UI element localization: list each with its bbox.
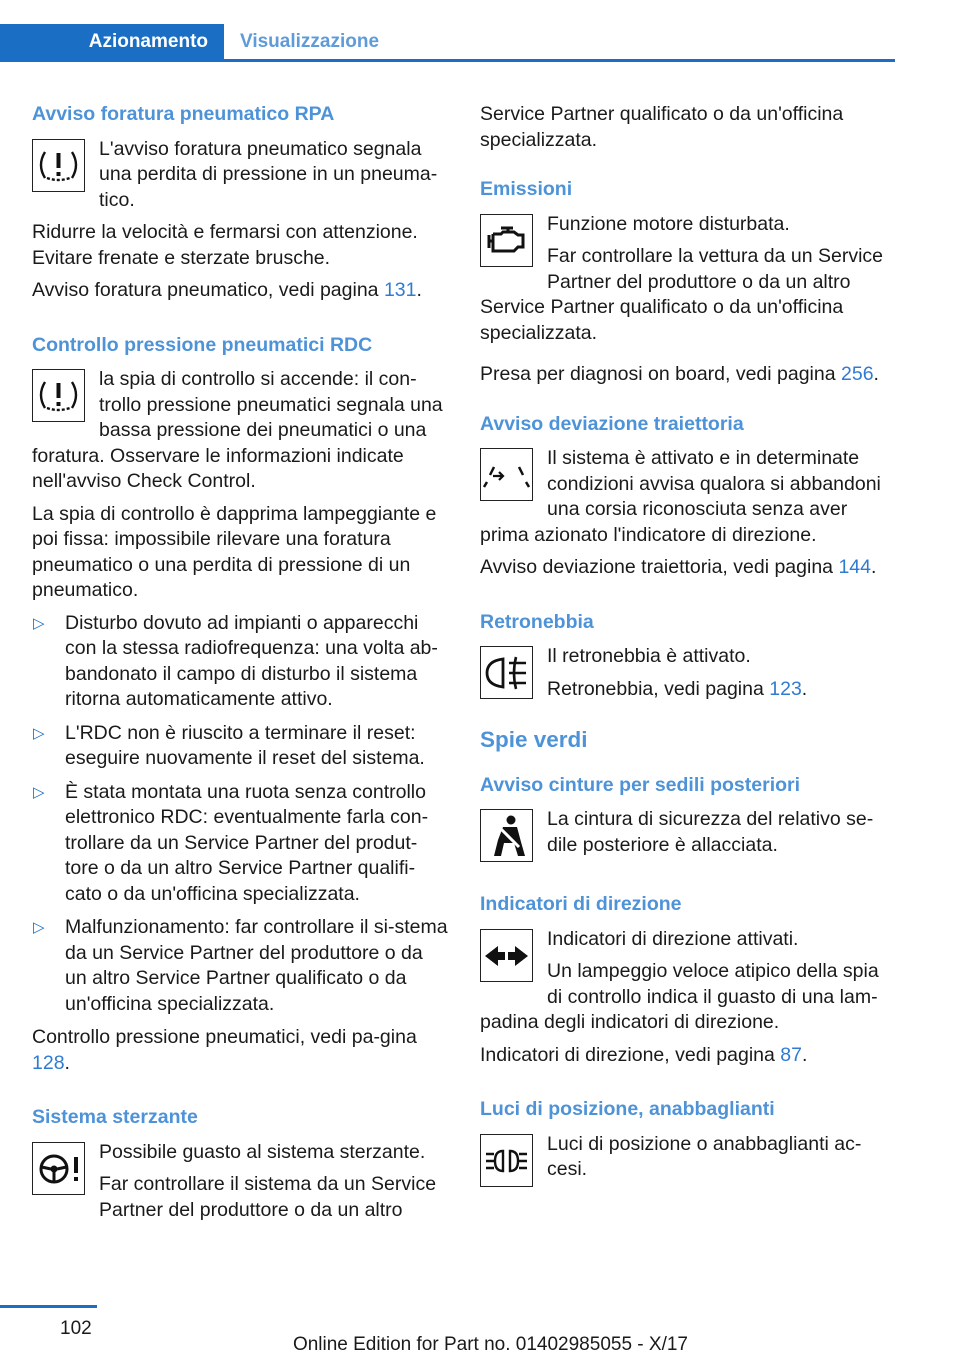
reference-text: Controllo pressione pneumatici, vedi pa-gina [32,1026,417,1048]
section-title: Luci di posizione, anabbaglianti [480,1098,775,1120]
page-reference [480,555,892,581]
page-link[interactable]: 144 [838,556,871,578]
header-bar [0,24,895,62]
paragraph: Service Partner qualificato o da un'officina specializzata. [480,103,844,151]
page-link[interactable]: 87 [780,1043,802,1066]
page-link[interactable]: 131 [383,279,417,301]
section-title: Indicatori di direzione [480,893,682,915]
list-item-text: Malfunzionamento: far controllare il si-stema da un Service Partner del produttore o da un altro Service Partner qualificato o da un'officina specializzata. [65,916,448,1015]
reference-punct: . [416,279,422,301]
paragraph: La cintura di sicurezza del relativo se-dile posteriore è allacciata. [547,808,874,856]
paragraph: Far controllare la vettura da un Service Partner del produttore o da un altro Service Partner qualificato o da un'officina specializzata. [480,245,883,344]
section-title: Retronebbia [480,610,594,633]
list-item [32,611,448,713]
engine-warning-icon [480,214,533,267]
triangle-bullet-icon: ▷ [33,724,45,742]
paragraph: Il retronebbia è attivato. [547,645,751,667]
section-title: Controllo pressione pneumatici RDC [32,333,373,356]
page-link[interactable]: 128 [32,1051,65,1074]
paragraph: Funzione motore disturbata. [547,212,790,235]
page-number: 102 [60,1318,92,1339]
page-link[interactable]: 123 [769,677,802,700]
tab-azionamento[interactable]: Azionamento [0,24,224,59]
rear-fog-light-icon [480,646,533,699]
bullet-list [32,611,448,1018]
list-item-text: È stata montata una ruota senza controllo elettronico RDC: eventualmente farla con-trollare da un Service Partner del produt-tore o da un altro Service Partner qualifi-cato o da un'officina specializzata. [65,780,429,905]
section-rpa [32,102,448,304]
lane-departure-icon [480,448,533,501]
page-reference [480,362,892,388]
paragraph: La spia di controllo è dapprima lampeggiante e poi fissa: impossibile rilevare una foratura pneumatico o una perdita di pressione di un pneumatico. [32,502,437,601]
list-item-text: L'RDC non è riuscito a terminare il reset: eseguire nuovamente il reset del sistema. [65,721,425,769]
left-column [32,102,448,1252]
paragraph: la spia di controllo si accende: il con-trollo pressione pneumatici segnala una bassa pressione dei pneumatici o una foratura. Osservare le informazioni indicate nell'avviso Check Control. [32,368,443,492]
footer-rule [0,1305,97,1308]
page-reference [480,1043,892,1069]
steering-warning-icon [32,1142,85,1195]
list-item [32,721,448,772]
list-item [32,780,448,908]
reference-text: Presa per diagnosi on board, vedi pagina [480,363,841,385]
section-title: Avviso foratura pneumatico RPA [32,103,335,125]
section-steering [32,1105,448,1223]
paragraph: Un lampeggio veloce atipico della spia di controllo indica il guasto di una lam-padina degli indicatori di direzione. [480,960,879,1033]
list-item [32,915,448,1017]
section-rdc [32,333,448,1077]
section-position-lights [480,1097,892,1191]
paragraph: Ridurre la velocità e fermarsi con attenzione. Evitare frenate e sterzate brusche. [32,221,418,269]
reference-punct: . [870,556,877,578]
triangle-bullet-icon: ▷ [33,919,45,936]
paragraph: L'avviso foratura pneumatico segnala una perdita di pressione in un pneuma-tico. [99,137,438,211]
triangle-bullet-icon: ▷ [33,614,45,632]
section-lane-departure [480,412,892,581]
page-reference [32,278,448,304]
parking-lights-icon [480,1134,533,1187]
edition-note: Online Edition for Part no. 01402985055 - X/17 [292,1334,688,1355]
reference-punct: . [801,677,808,700]
tire-pressure-warning-icon [32,369,85,422]
section-title: Avviso deviazione traiettoria [480,412,744,435]
right-column [480,102,892,1220]
triangle-bullet-icon: ▷ [33,783,45,801]
page-reference [480,677,892,703]
section-rear-belts [480,773,892,867]
page-link[interactable]: 256 [841,363,874,385]
section-title: Emissioni [480,178,573,200]
reference-text: Avviso deviazione traiettoria, vedi pagina [480,556,839,578]
chapter-title: Spie verdi [480,727,588,752]
reference-text: Avviso foratura pneumatico, vedi pagina [32,279,384,301]
reference-text: Retronebbia, vedi pagina [547,677,770,700]
tab-visualizzazione[interactable]: Visualizzazione [240,31,380,52]
paragraph: Luci di posizione o anabbaglianti ac-cesi. [547,1132,862,1180]
section-turn-signals [480,892,892,1068]
section-emissions [480,177,892,388]
seatbelt-icon [480,809,533,862]
section-rear-fog [480,610,892,710]
turn-signal-arrows-icon [480,929,533,982]
section-title: Sistema sterzante [32,1106,198,1128]
reference-punct: . [64,1051,70,1074]
reference-text: Indicatori di direzione, vedi pagina [480,1043,781,1066]
list-item-text: Disturbo dovuto ad impianti o apparecchi con la stessa radiofrequenza: una volta ab-bandonato il campo di disturbo il sistema ritorna automaticamente attivo. [65,611,438,710]
reference-punct: . [873,363,879,385]
paragraph: Far controllare il sistema da un Service Partner del produttore o da un altro [99,1173,437,1221]
paragraph: Possibile guasto al sistema sterzante. [99,1140,426,1163]
section-title: Avviso cinture per sedili posteriori [480,773,801,796]
paragraph: Il sistema è attivato e in determinate condizioni avvisa qualora si abbandoni una corsia riconosciuta senza aver prima azionato l'indicatore di direzione. [480,447,881,546]
tire-pressure-warning-icon [32,139,85,192]
paragraph: Indicatori di direzione attivati. [547,927,799,950]
reference-punct: . [801,1043,808,1066]
page-reference [32,1025,448,1076]
